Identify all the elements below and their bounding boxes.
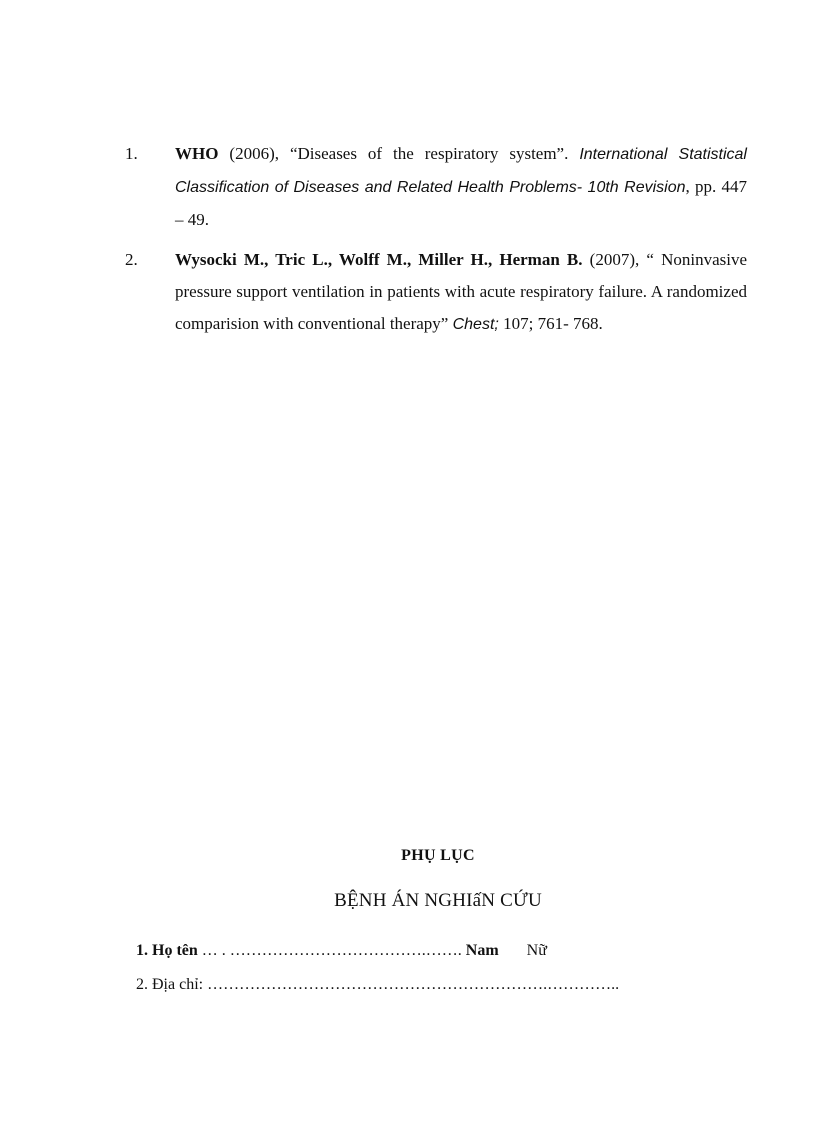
reference-number: 2. [125,250,138,269]
reference-source: International Statistical Classification of Diseases and Related Health Problems- 10th Revision [175,146,747,196]
record-title: BỆNH ÁN NGHIấN CỨU [334,890,542,911]
address-field-label: 2. Địa chỉ: [136,976,204,993]
gender-option-female[interactable]: Nữ [526,942,547,959]
reference-pages: 107; 761- 768. [498,314,603,333]
reference-item [125,138,747,236]
reference-text [175,138,747,236]
reference-number: 1. [125,144,138,163]
appendix-heading: PHỤ LỤC [401,847,475,864]
address-field-row [136,976,619,994]
name-field-label: 1. Họ tên [136,942,198,959]
reference-authors: Wysocki M., Tric L., Wolff M., Miller H., Herman B. [175,250,583,269]
reference-authors: WHO [175,144,219,163]
name-field-blank[interactable]: … . ……………………………….……. [197,942,466,959]
reference-year: (2007), [582,250,647,269]
address-field-blank[interactable]: ……………………………………………………….………….. [203,976,620,993]
reference-title: “Diseases of the respiratory system”. [289,144,580,163]
reference-item [125,244,747,341]
reference-text [175,244,747,341]
name-field-row [136,942,547,960]
reference-source: Chest; [452,316,499,333]
reference-pages: , pp. 447 – 49. [175,177,748,229]
reference-title: “ Noninvasive pressure support ventilation in patients with acute respiratory failure. A randomized comparision with conventional therapy” [175,250,748,333]
reference-year: (2006), [218,144,290,163]
gender-option-male[interactable]: Nam [465,942,499,959]
